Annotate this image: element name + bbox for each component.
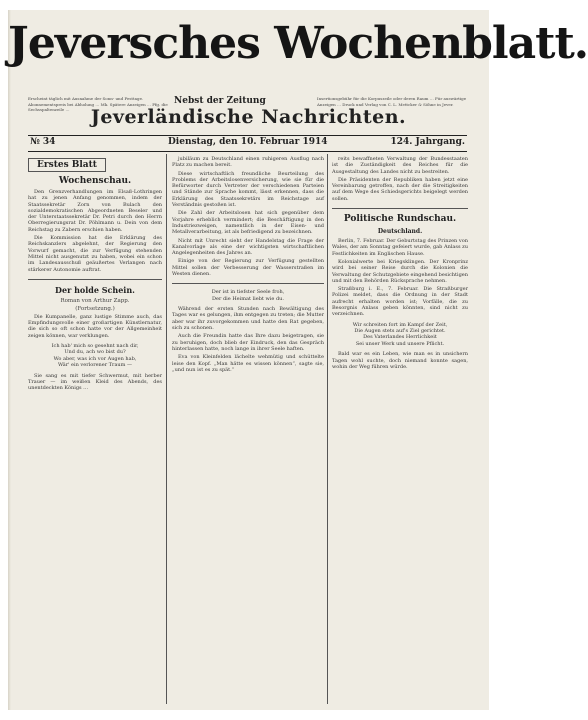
column-rule — [166, 154, 167, 704]
poem-line: Wär' ein verlorener Traum — — [58, 362, 132, 369]
paragraph: Während der ersten Stunden nach Bewältigung des Tages war es gelungen, ihm entgegen zu treten; die Mutter aber war ihr zuvorgekommen und hatte den Rat gegeben, sich zu schonen. — [172, 306, 324, 332]
paragraph: jubiläum zu Deutschland einen ruhigeren Ausflug nach Platz zu machen bereit. — [172, 156, 324, 169]
column-rule — [327, 154, 328, 704]
paragraph: reits bewaffneten Verwaltung der Bundesstaaten ist die Zuständigkeit des Reiches für die Ausgestaltung des Landes nicht zu bestreiten. — [332, 156, 468, 175]
dateline — [28, 135, 467, 152]
feuilleton-body — [28, 314, 162, 339]
paragraph: Eva von Kleinfelden lächelte wehmütig und schüttelte leise den Kopf. „Man hätte es wissen können“, sagte sie, „und nun ist es zu spät.“ — [172, 354, 324, 373]
second-title: Jeverländische Nachrichten. — [90, 106, 407, 128]
feuilleton-title: Der holde Schein. — [55, 284, 135, 295]
publisher-notice: Insertionsgebühr für die Korpuszeile oder deren Raum … Für auswärtige Anzeigen … Druck und Verlag von C. L. Mettcker & Söhne in Jever. — [317, 96, 467, 107]
paragraph: Die Präsidenten der Republiken haben jetzt eine Vereinbarung getroffen, nach der die Streitigkeiten auf dem Wege des Schiedsgerichts beigelegt werden sollen. — [332, 176, 468, 202]
paragraph: Berlin, 7. Februar. Der Geburtstag des Prinzen von Wales, der am Sonntag gefeiert wurde, gab Anlass zu Festlichkeiten im Englischen Hause. — [332, 238, 468, 257]
paragraph: Sie sang es mit tiefer Schwermut, mit herber Trauer — im weißen Kleid des Abends, des unentdeckten Königs … — [28, 372, 162, 392]
paragraph: Die Kumpanelle, ganz lustige Stimme auch, das Empfindungsvolle einer großartigen Künstlernatur, die sich so oft schon hatte vor der Allgemeinheit zeigen können, war verklungen. — [28, 313, 162, 339]
issue-date: Dienstag, den 10. Februar 1914 — [168, 137, 328, 147]
poem-line: Und du, ach wo bist du? — [64, 349, 126, 356]
masthead-title: Jeversches Wochenblatt. — [8, 18, 588, 69]
paragraph: Einige von der Regierung zur Verfügung gestellten Mittel sollen der Verbesserung der Wasserstraßen im Westen dienen. — [172, 258, 324, 278]
section-box-label: Erstes Blatt — [28, 158, 106, 172]
paragraph: Nicht mit Unrecht sieht der Handelstag die Frage der Kanalvorlage als eine der wichtigsten wirtschaftlichen Angelegenheiten des Jahres an. — [172, 237, 324, 257]
poem-line: Der ist in tiefster Seele froh, — [211, 289, 285, 296]
poem-line: Die Augen stets auf's Ziel gerichtet. — [354, 328, 446, 335]
divider — [332, 208, 468, 209]
paragraph: Bald war es ein Leben, wie man es in unsichern Tagen wohl suchte, doch niemand konnte sagen, wohin der Weg führen würde. — [332, 351, 468, 370]
poem-line: Ich hab' mich so gesehnt nach dir, — [51, 343, 139, 350]
column-1 — [28, 156, 162, 704]
feuilleton-body — [172, 306, 324, 373]
masthead-subtitle: Nebst der Zeitung — [174, 96, 266, 106]
paragraph: Die Zahl der Arbeitslosen hat sich gegenüber dem Vorjahre erheblich vermindert; die Beschäftigung in den Industriezweigen, namentlich in der Eisen- und Metallverarbeitung, ist als befriedigend zu bezeichnen. — [172, 210, 324, 236]
article-body — [28, 189, 162, 273]
article-body — [172, 156, 324, 277]
column-3 — [332, 156, 468, 704]
paragraph: Kolonialwerte bei Kriegsklingen. Der Kronprinz wird bei seiner Reise durch die Kolonien die Verwaltung der Schutzgebiete eingehend besichtigen und mit den Behörden Rücksprache nehmen. — [332, 258, 468, 284]
issue-number: № 34 — [30, 137, 56, 147]
divider — [172, 283, 324, 284]
column-2 — [172, 156, 324, 704]
article-body — [332, 238, 468, 318]
divider — [28, 279, 162, 280]
paragraph: Straßburg i. E., 7. Februar. Die Straßburger Polizei meldet, dass die Ordnung in der Stadt aufrecht erhalten worden ist; Vorfälle, die zu Besorgnis Anlass geben könnten, sind nicht zu verzeichnen. — [332, 286, 468, 318]
poem — [332, 322, 468, 348]
paragraph: Auch die Freundin hatte das Ihre dazu beigetragen, sie zu beruhigen, doch blieb der Eindruck, den das Gespräch hinterlassen hatte, noch lange in ihrer Seele haften. — [172, 333, 324, 352]
section-heading: Wochenschau. — [58, 176, 132, 186]
poem — [172, 289, 324, 302]
poem-line: Des Vaterlandes Herrlichkeit — [363, 334, 437, 341]
newspaper-page — [8, 10, 588, 710]
poem — [28, 343, 162, 369]
feuilleton-note: (Fortsetzung.) — [75, 305, 115, 312]
article-body — [332, 156, 468, 202]
paragraph: Den Grenzverhandlungen im Elsaß-Lothringen hat zu jenen Anfang genommen, indem der Staatssekretär Zorn von Bulach den sozialdemokratischen Abgeordneten Beseler und der Unterstaatssekretär Dr. Petri durch den Herrn Oberregierungsrat Dr. Pöhlmann u. Dein von dem Reichstag zu Zabern erschien haben. — [28, 189, 162, 233]
poem-line: Sei unser Werk und unsere Pflicht. — [355, 340, 445, 347]
poem-line: Wo aber, was ich vor Augen hab, — [53, 355, 137, 362]
article-body — [332, 351, 468, 370]
paragraph: Die Kommission hat die Erklärung des Reichskanzlers abgelehnt, der Regierung den Vorwurf gemacht, die zur Verfügung stehenden Mittel nicht ausgenutzt zu haben, wobei ein schon im Landesausschuß geäußertes Verlangen nach stärkerer Autonomie auftrat. — [28, 235, 162, 273]
section-heading: Politische Rundschau. — [343, 214, 457, 225]
feuilleton-body — [28, 373, 162, 392]
subsection-heading: Deutschland. — [377, 228, 423, 236]
poem-line: Wir schreiten fort im Kampf der Zeit, — [352, 321, 448, 328]
paragraph: Diese wirtschaftlich freundliche Beurteilung des Problems der Arbeitslosenversicherung, wie sie für die Befürworter durch Vertreter der verschiedenen Parteien und Stände zur Sprache kommt, lässt erkennen, dass die Erklärung des Staatssekretärs im Reichstage auf Verständnis gestoßen ist. — [172, 170, 324, 209]
issue-volume: 124. Jahrgang. — [390, 137, 465, 147]
poem-line: Der die Heimat liebt wie du. — [212, 295, 284, 302]
feuilleton-author: Roman von Arthur Zapp. — [60, 297, 130, 304]
subscription-notice: Erscheint täglich mit Ausnahme der Sonn- und Festtage. Abonnementspreis bei Abholung … Mk. Spätere Anzeigen … Pfg. die Sechsspaltenzeile … — [28, 96, 168, 113]
